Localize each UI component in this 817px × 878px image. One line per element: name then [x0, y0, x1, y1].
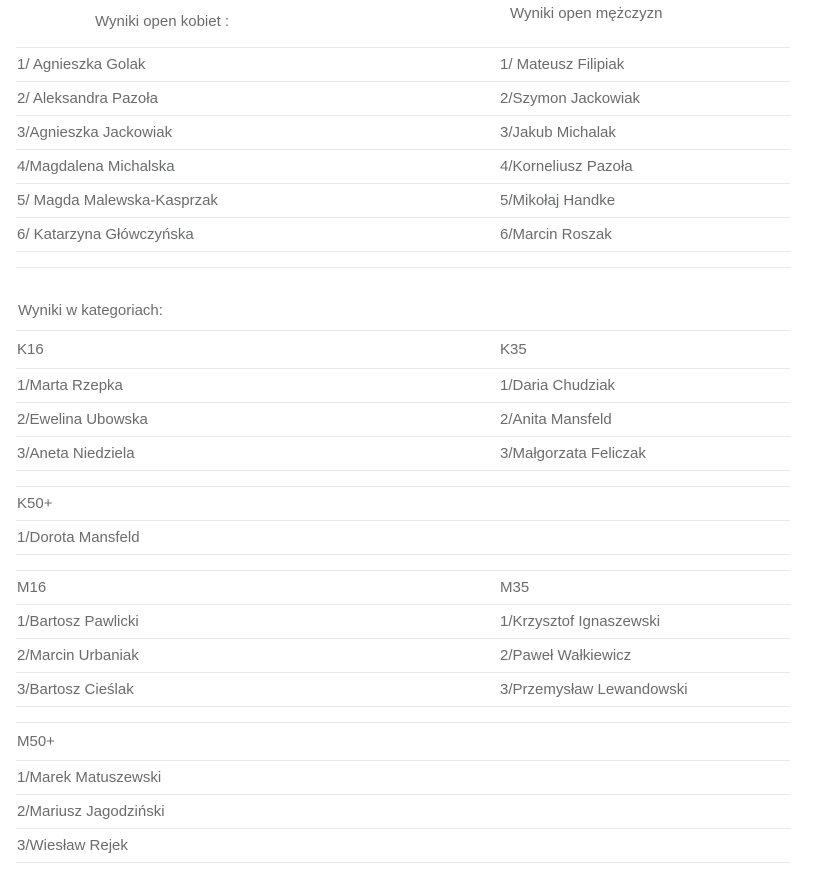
men-open-header: Wyniki open mężczyzn: [510, 5, 663, 22]
category-result-row: [16, 605, 790, 639]
category-result-row: [16, 403, 790, 437]
category-result: 1/Dorota Mansfeld: [17, 529, 140, 546]
categories-table: [16, 330, 790, 863]
category-label-k16: K16: [17, 341, 44, 358]
category-label-row: [16, 331, 790, 369]
category-result: 1/Daria Chudziak: [500, 377, 616, 394]
category-result: 2/Ewelina Ubowska: [17, 411, 148, 428]
category-result-row: [16, 829, 790, 863]
spacer-row: [16, 252, 790, 268]
category-result: 3/Aneta Niedziela: [17, 445, 135, 462]
category-result: 1/Bartosz Pawlicki: [17, 613, 139, 630]
open-result-row: [16, 82, 790, 116]
category-result-row: [16, 437, 790, 471]
category-label-row: [16, 723, 790, 761]
women-open-header: Wyniki open kobiet :: [95, 13, 230, 30]
men-open-result: 4/Korneliusz Pazoła: [500, 158, 633, 175]
category-result: 2/Anita Mansfeld: [500, 411, 612, 428]
women-open-result: 2/ Aleksandra Pazoła: [17, 90, 158, 107]
women-open-result: 6/ Katarzyna Główczyńska: [17, 226, 194, 243]
category-result-row: [16, 521, 790, 555]
spacer-row: [16, 471, 790, 487]
category-result: 2/Marcin Urbaniak: [17, 647, 139, 664]
category-label-k50plus: K50+: [17, 495, 53, 512]
open-result-row: [16, 150, 790, 184]
category-label-row: [16, 571, 790, 605]
spacer-row: [16, 555, 790, 571]
category-result: 1/Marta Rzepka: [17, 377, 123, 394]
category-result: 1/Marek Matuszewski: [17, 769, 162, 786]
category-result-row: [16, 795, 790, 829]
category-result: 3/Małgorzata Feliczak: [500, 445, 646, 462]
category-label-k35: K35: [500, 341, 527, 358]
category-result: 3/Bartosz Cieślak: [17, 681, 134, 698]
women-open-result: 1/ Agnieszka Golak: [17, 56, 146, 73]
women-open-result: 5/ Magda Malewska-Kasprzak: [17, 192, 218, 209]
open-result-row: [16, 218, 790, 252]
category-result-row: [16, 673, 790, 707]
women-open-result: 3/Agnieszka Jackowiak: [17, 124, 173, 141]
women-open-result: 4/Magdalena Michalska: [17, 158, 175, 175]
category-result-row: [16, 369, 790, 403]
open-results-header-row: [16, 0, 790, 48]
category-result-row: [16, 639, 790, 673]
category-label-m35: M35: [500, 579, 530, 596]
open-result-row: [16, 184, 790, 218]
category-result: 1/Krzysztof Ignaszewski: [500, 613, 661, 630]
category-result: 3/Wiesław Rejek: [17, 837, 128, 854]
category-result: 3/Przemysław Lewandowski: [500, 681, 688, 698]
categories-section-title: Wyniki w kategoriach:: [18, 302, 163, 319]
open-result-row: [16, 48, 790, 82]
open-result-row: [16, 116, 790, 150]
men-open-result: 3/Jakub Michalak: [500, 124, 616, 141]
category-label-m50plus: M50+: [17, 733, 55, 750]
spacer-row: [16, 707, 790, 723]
men-open-result: 5/Mikołaj Handke: [500, 192, 616, 209]
category-result: 2/Mariusz Jagodziński: [17, 803, 165, 820]
men-open-result: 1/ Mateusz Filipiak: [500, 56, 625, 73]
men-open-result: 2/Szymon Jackowiak: [500, 90, 641, 107]
category-result-row: [16, 761, 790, 795]
open-results-table: [16, 0, 790, 268]
category-label-m16: M16: [17, 579, 47, 596]
men-open-result: 6/Marcin Roszak: [500, 226, 612, 243]
category-result: 2/Paweł Wałkiewicz: [500, 647, 632, 664]
category-label-row: [16, 487, 790, 521]
